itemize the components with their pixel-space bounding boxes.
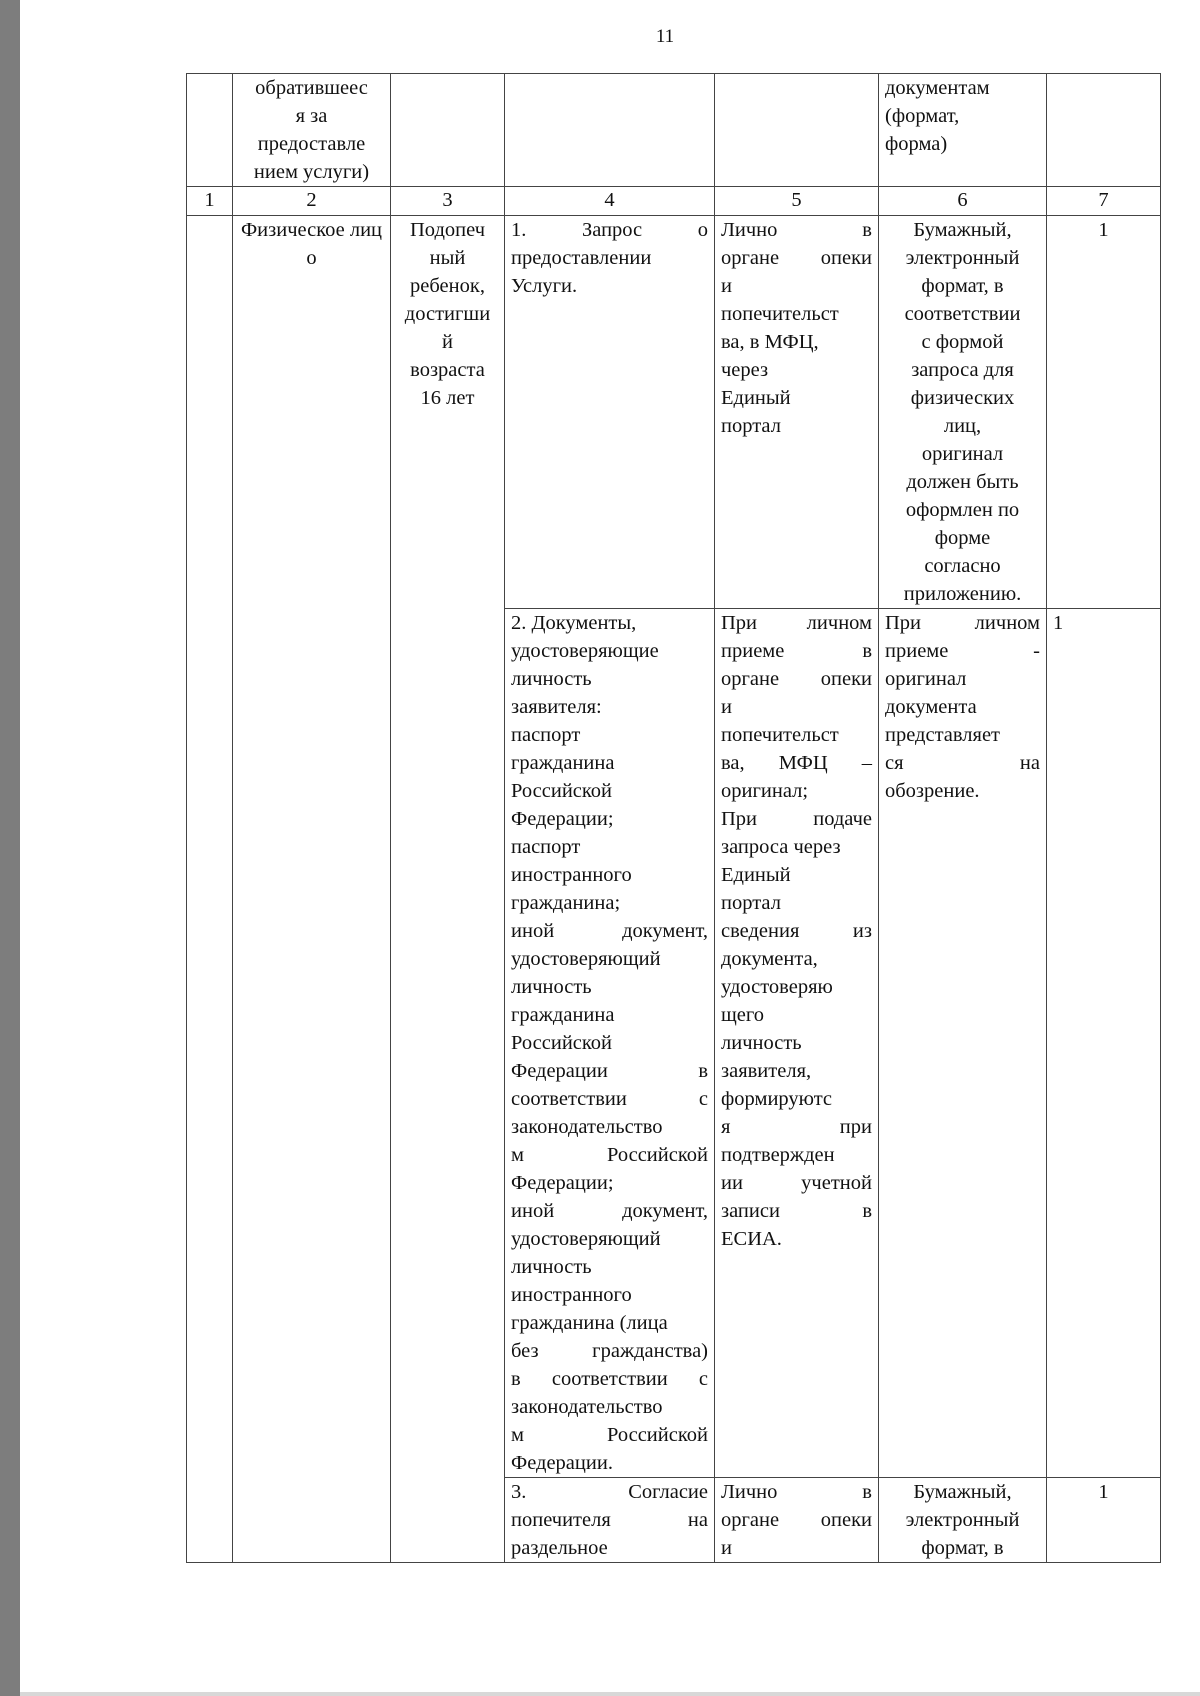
document-line: гражданина (лица — [511, 1312, 668, 1334]
method-line: и — [721, 696, 732, 718]
format-line: электронный — [905, 247, 1020, 269]
document-line: попечителя на — [511, 1509, 708, 1531]
header-cell-4 — [505, 74, 715, 187]
header-col6-line: форма) — [885, 133, 948, 155]
column-number: 2 — [233, 187, 391, 216]
document-line: в соответствии с — [511, 1368, 708, 1390]
method-line: формируютс — [721, 1088, 832, 1110]
header-cell-1 — [187, 74, 233, 187]
document-line: удостоверяющие — [511, 640, 659, 662]
method-line: личность — [721, 1032, 802, 1054]
method-line: заявителя, — [721, 1060, 812, 1082]
format-line: При личном — [885, 612, 1040, 634]
count-cell: 1 — [1047, 609, 1161, 1478]
document-line: Федерации. — [511, 1452, 613, 1474]
header-col6-line: документам — [885, 77, 990, 99]
format-line: Бумажный, — [913, 219, 1012, 241]
format-line: формат, в — [921, 275, 1004, 297]
method-line: При личном — [721, 612, 872, 634]
document-cell — [505, 609, 715, 1478]
method-line: оригинал; — [721, 780, 809, 802]
document-line: личность — [511, 668, 592, 690]
method-line: Лично в — [721, 1481, 872, 1503]
document-line: заявителя: — [511, 696, 602, 718]
applicant-category-cell — [233, 216, 391, 1563]
header-col2-line: предоставле — [257, 133, 366, 155]
header-cell-7 — [1047, 74, 1161, 187]
applicant-desc-line: Подопеч — [409, 219, 485, 241]
method-line: ЕСИА. — [721, 1228, 782, 1250]
document-line: м Российской — [511, 1424, 708, 1446]
method-line: портал — [721, 415, 781, 437]
column-number: 7 — [1047, 187, 1161, 216]
column-number: 1 — [187, 187, 233, 216]
column-number: 3 — [391, 187, 505, 216]
document-line: иной документ, — [511, 920, 708, 942]
document-line: Федерации; — [511, 1172, 614, 1194]
scan-edge — [0, 0, 20, 1696]
format-line: представляет — [885, 724, 1001, 746]
header-cell-3 — [391, 74, 505, 187]
document-line: 2. Документы, — [511, 612, 637, 634]
format-cell — [879, 1478, 1047, 1563]
method-line: Единый — [721, 864, 791, 886]
document-line: законодательство — [511, 1396, 663, 1418]
method-line: портал — [721, 892, 781, 914]
format-line: формат, в — [921, 1537, 1004, 1559]
document-line: Услуги. — [511, 275, 578, 297]
header-col6-line: (формат, — [885, 105, 960, 127]
applicant-desc-line: ный — [429, 247, 466, 269]
document-line: законодательство — [511, 1116, 663, 1138]
method-line: я при — [721, 1116, 872, 1138]
format-line: оригинал — [885, 668, 967, 690]
scan-edge-bottom — [20, 1692, 1200, 1696]
applicant-description-cell — [391, 216, 505, 1563]
format-line: оформлен по — [905, 499, 1020, 521]
format-cell — [879, 609, 1047, 1478]
page-number: 11 — [655, 26, 675, 47]
method-line: сведения из — [721, 920, 872, 942]
method-line: органе опеки — [721, 1509, 872, 1531]
row-number-cell — [187, 216, 233, 1563]
method-line: записи в — [721, 1200, 872, 1222]
format-line: оригинал — [921, 443, 1004, 465]
document-line: иной документ, — [511, 1200, 708, 1222]
document-line: Российской — [511, 780, 613, 802]
document-line: гражданина; — [511, 892, 621, 914]
method-line: подтвержден — [721, 1144, 835, 1166]
column-number-row — [187, 187, 1161, 216]
document-line: м Российской — [511, 1144, 708, 1166]
format-line: физических — [910, 387, 1015, 409]
count-cell: 1 — [1047, 1478, 1161, 1563]
document-line: личность — [511, 1256, 592, 1278]
method-line: через — [721, 359, 769, 381]
column-number: 4 — [505, 187, 715, 216]
document-line: соответствии с — [511, 1088, 708, 1110]
applicant-desc-line: й — [442, 331, 453, 353]
format-line: лиц, — [943, 415, 982, 437]
format-line: согласно — [924, 555, 1001, 577]
document-line: паспорт — [511, 836, 581, 858]
document-line: раздельное — [511, 1537, 608, 1559]
document-line: личность — [511, 976, 592, 998]
document-line: иностранного — [511, 864, 632, 886]
format-line: документа — [885, 696, 977, 718]
count-cell: 1 — [1047, 216, 1161, 609]
method-line: документа, — [721, 948, 818, 970]
document-cell — [505, 1478, 715, 1563]
method-line: попечительст — [721, 724, 839, 746]
method-line: и — [721, 275, 732, 297]
document-line: 3. Согласие — [511, 1481, 708, 1503]
method-line: органе опеки — [721, 668, 872, 690]
header-cell-2 — [233, 74, 391, 187]
format-line: обозрение. — [885, 780, 980, 802]
column-number: 6 — [879, 187, 1047, 216]
method-line: При подаче — [721, 808, 872, 830]
applicant-desc-line: достигши — [404, 303, 491, 325]
method-line: и — [721, 1537, 732, 1559]
column-number: 5 — [715, 187, 879, 216]
table-row-1 — [187, 216, 1161, 609]
applicant-desc-line: возраста — [410, 359, 485, 381]
method-line: Единый — [721, 387, 791, 409]
document-line: Федерации в — [511, 1060, 708, 1082]
applicant-category: Физическое лицо — [240, 219, 383, 269]
header-cell-6 — [879, 74, 1047, 187]
format-line: приеме - — [885, 640, 1040, 662]
document-line: удостоверяющий — [511, 948, 661, 970]
document-line: предоставлении — [511, 247, 652, 269]
document-line: без гражданства) — [511, 1340, 708, 1362]
method-line: ии учетной — [721, 1172, 872, 1194]
format-line: с формой — [921, 331, 1004, 353]
applicant-desc-line: 16 лет — [420, 387, 475, 409]
format-cell — [879, 216, 1047, 609]
format-line: Бумажный, — [913, 1481, 1012, 1503]
document-line: паспорт — [511, 724, 581, 746]
method-line: запроса через — [721, 836, 841, 858]
applicant-desc-line: ребенок, — [410, 275, 485, 297]
document-line: гражданина — [511, 1004, 615, 1026]
document-table — [186, 73, 1161, 1563]
document-line: Российской — [511, 1032, 613, 1054]
submission-method-cell — [715, 609, 879, 1478]
document-cell — [505, 216, 715, 609]
format-line: форме — [934, 527, 991, 549]
method-line: ва, МФЦ – — [721, 752, 872, 774]
submission-method-cell — [715, 216, 879, 609]
format-line: должен быть — [906, 471, 1019, 493]
format-line: приложению. — [903, 583, 1022, 605]
format-line: ся на — [885, 752, 1040, 774]
header-col2-line: я за — [295, 105, 328, 127]
document-line: гражданина — [511, 752, 615, 774]
header-continuation-row — [187, 74, 1161, 187]
method-line: приеме в — [721, 640, 872, 662]
document-line: 1. Запрос о — [511, 219, 708, 241]
method-line: щего — [721, 1004, 765, 1026]
document-line: удостоверяющий — [511, 1228, 661, 1250]
header-cell-5 — [715, 74, 879, 187]
document-line: Федерации; — [511, 808, 614, 830]
format-line: электронный — [905, 1509, 1020, 1531]
document-line: иностранного — [511, 1284, 632, 1306]
method-line: органе опеки — [721, 247, 872, 269]
header-col2-line: обратившеес — [255, 77, 368, 99]
submission-method-cell — [715, 1478, 879, 1563]
format-line: соответствии — [904, 303, 1021, 325]
header-col2-line: нием услуги) — [253, 161, 370, 183]
method-line: ва, в МФЦ, — [721, 331, 819, 353]
method-line: попечительст — [721, 303, 839, 325]
format-line: запроса для — [911, 359, 1014, 381]
method-line: удостоверяю — [721, 976, 833, 998]
method-line: Лично в — [721, 219, 872, 241]
